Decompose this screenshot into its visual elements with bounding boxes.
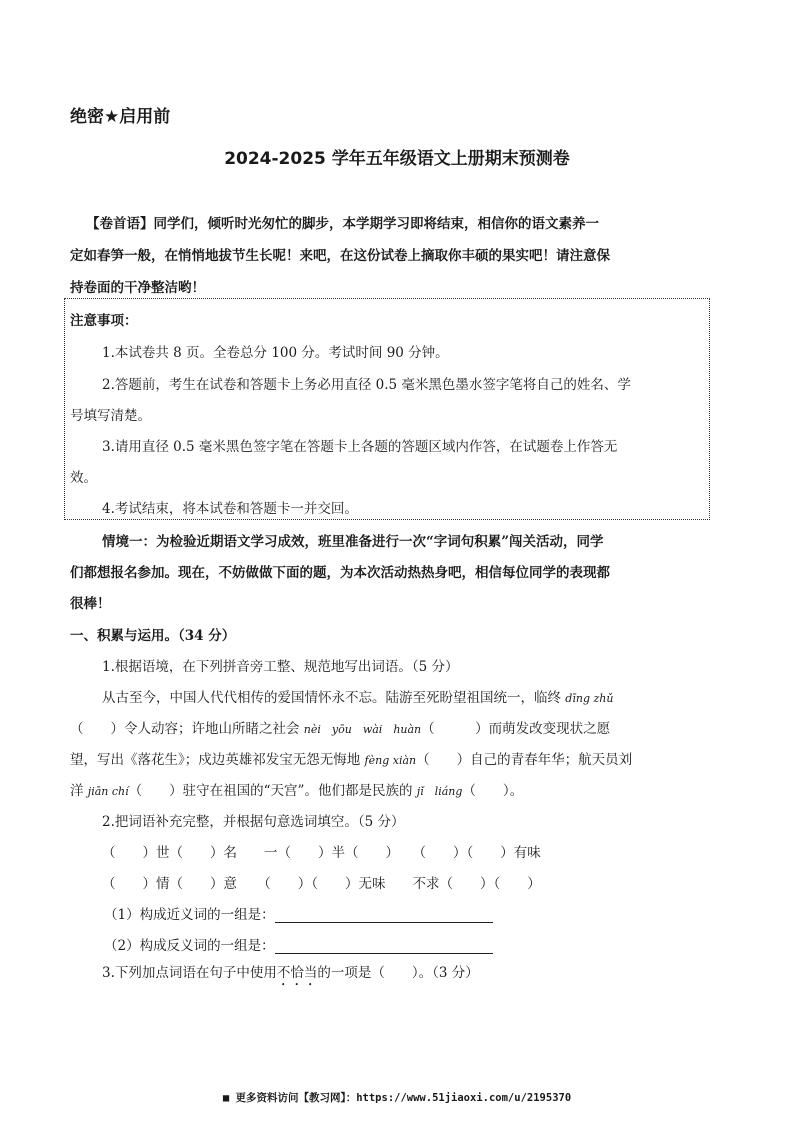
- q1-line-4-c: （ ）。: [462, 783, 524, 799]
- scenario-line-2: 们都想报名参加。现在，不妨做做下面的题，为本次活动热热身吧，相信每位同学的表现都: [70, 565, 610, 581]
- q2-sub-1-label: （1）构成近义词的一组是：: [104, 907, 275, 923]
- pinyin-jianchi: jiān chí: [87, 785, 129, 798]
- notice-item-3-cont: 效。: [70, 470, 97, 486]
- q1-line-3-a: 望，写出《落花生》；戍边英雄祁发宝无怨无悔地: [70, 752, 365, 768]
- answer-line-antonym[interactable]: [275, 939, 493, 954]
- section-heading: 一、积累与运用。（34 分）: [70, 628, 236, 644]
- pinyin-neiyouwaihuan: nèi yōu wài huàn: [303, 723, 422, 736]
- q2-sub-2: [104, 934, 493, 954]
- footer-link[interactable]: ■ 更多资料访问【教习网】：https://www.51jiaoxi.com/u/2195370: [222, 1092, 572, 1104]
- notice-box: [64, 298, 710, 520]
- q2-sub-1: [104, 903, 493, 923]
- notice-item-2: 2.答题前，考生在试卷和答题卡上务必用直径 0.5 毫米黑色墨水签字笔将自己的姓名、学: [102, 377, 631, 393]
- q1-line-1-text: 从古至今，中国人代代相传的爱国情怀永不忘。陆游至死盼望祖国统一，临终: [102, 690, 566, 706]
- notice-item-1: 1.本试卷共 8 页。全卷总分 100 分。考试时间 90 分钟。: [102, 345, 449, 361]
- q2-row-1: （ ）世（ ）名 一（ ）半（ ） （ ）（ ）有味: [102, 845, 541, 861]
- q2-prompt: 2.把词语补充完整，并根据句意选词填空。（5 分）: [102, 814, 405, 830]
- q1-line-1: [102, 686, 613, 706]
- q1-line-3: [70, 748, 632, 768]
- pinyin-fengxian: fèng xiàn: [364, 754, 417, 767]
- pinyin-dingzhu: dīng zhǔ: [565, 692, 614, 705]
- intro-line-1: 【卷首语】同学们，倾听时光匆忙的脚步，本学期学习即将结束，相信你的语文素养一: [86, 216, 599, 232]
- secret-label: 绝密★启用前: [70, 107, 171, 127]
- q2-row-2: （ ）情（ ）意 （ ）（ ）无味 不求（ ）（ ）: [102, 876, 541, 892]
- intro-line-3: 持卷面的干净整洁哟！: [70, 280, 205, 296]
- q1-line-2: [70, 717, 610, 737]
- intro-line-2: 定如春笋一般，在悄悄地拔节生长呢！来吧，在这份试卷上摘取你丰硕的果实吧！请注意保: [70, 248, 610, 264]
- q1-line-4-a: 洋: [70, 783, 88, 799]
- notice-item-3: 3.请用直径 0.5 毫米黑色签字笔在答题卡上各题的答题区域内作答，在试题卷上作答无: [102, 439, 618, 455]
- notice-heading: 注意事项：: [70, 313, 138, 329]
- q1-prompt: 1.根据语境，在下列拼音旁工整、规范地写出词语。（5 分）: [102, 659, 459, 675]
- notice-item-4: 4.考试结束，将本试卷和答题卡一并交回。: [102, 501, 358, 517]
- q1-line-2-a: （ ）令人动容；许地山所睹之社会: [70, 721, 304, 737]
- scenario-line-1: 情境一：为检验近期语文学习成效，班里准备进行一次“字词句积累”闯关活动，同学: [102, 534, 604, 550]
- pinyin-jiliang: jǐ liáng: [416, 785, 463, 798]
- answer-line-synonym[interactable]: [275, 908, 493, 923]
- q1-line-3-b: （ ）自己的青春年华；航天员刘: [416, 752, 633, 768]
- notice-item-2-cont: 号填写清楚。: [70, 408, 151, 424]
- q3-prompt: [102, 961, 479, 989]
- q1-line-2-b: （ ）而萌发改变现状之愿: [421, 721, 611, 737]
- q1-line-4: [70, 779, 523, 799]
- q1-line-4-b: （ ）驻守在祖国的“天宫”。他们都是民族的: [128, 783, 417, 799]
- q3-prompt-a: 3.下列加点词语在句子中使用: [102, 965, 277, 981]
- q3-emphasis: 不恰当: [276, 965, 318, 981]
- page-title: 2024-2025 学年五年级语文上册期末预测卷: [224, 149, 570, 169]
- q2-sub-2-label: （2）构成反义词的一组是：: [104, 938, 275, 954]
- scenario-line-3: 很棒！: [70, 596, 111, 612]
- q3-prompt-b: 的一项是（ ）。（3 分）: [317, 965, 479, 981]
